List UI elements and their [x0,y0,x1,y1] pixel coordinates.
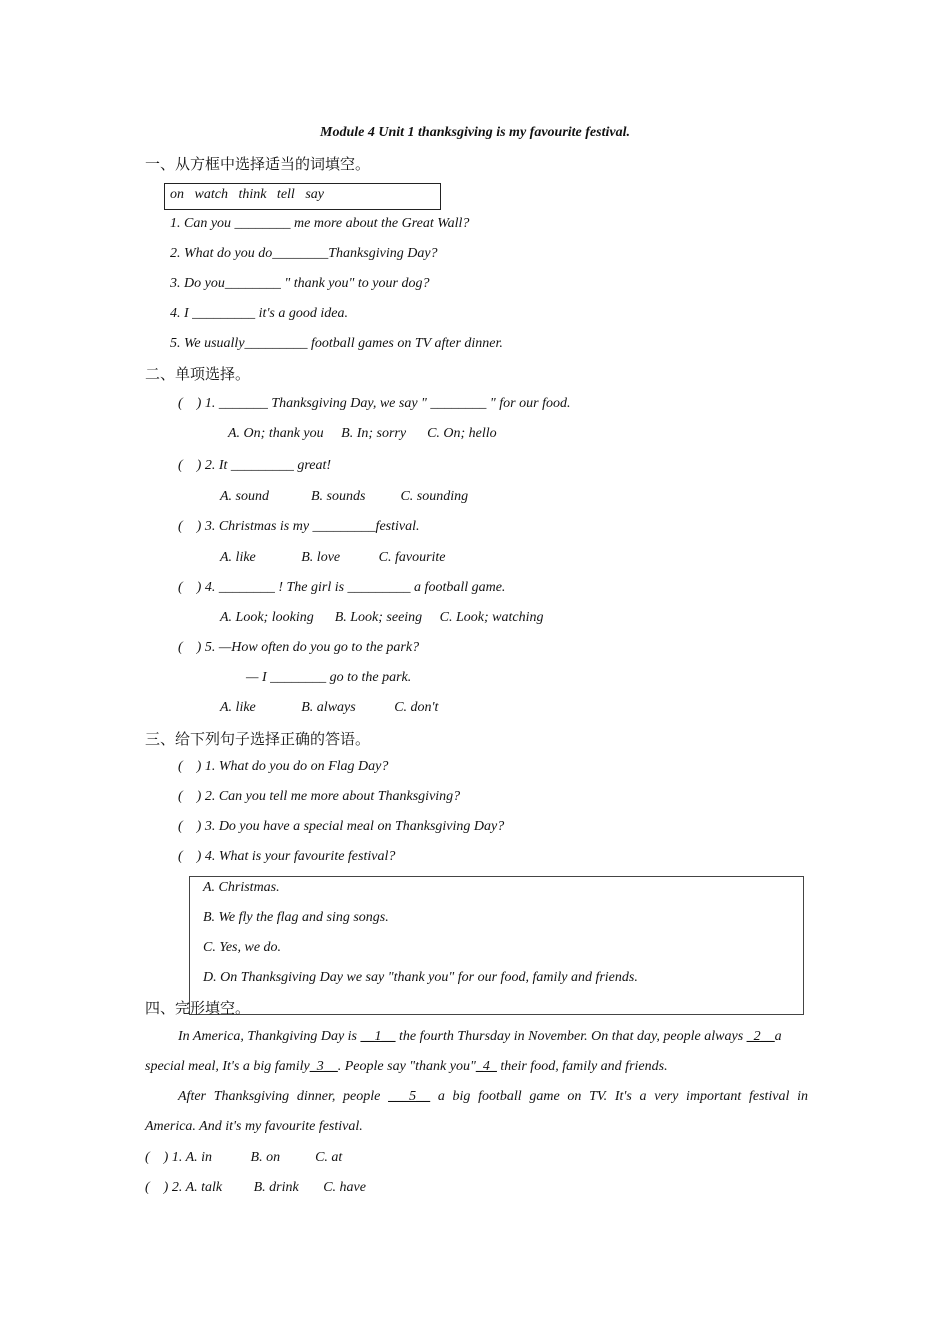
cloze-text-1b: the fourth Thursday in November. On that day, people always [399,1029,744,1044]
s3-answer-d: D. On Thanksgiving Day we say "thank you" for our food, family and friends. [203,970,638,985]
page-title: Module 4 Unit 1 thanksgiving is my favourite festival. [320,125,630,140]
s2-q1-stem: ( ) 1. _______ Thanksgiving Day, we say " ________ " for our food. [178,396,571,411]
s3-q1: ( ) 1. What do you do on Flag Day? [178,759,389,774]
s2-q2-stem: ( ) 2. It _________ great! [178,458,332,473]
s2-q4-stem: ( ) 4. ________ ! The girl is _________ a football game. [178,580,506,595]
cloze-line-1 [178,1028,808,1046]
s2-q1-options: A. On; thank you B. In; sorry C. On; hello [228,426,497,441]
cloze-text-1a: In America, Thankgiving Day is [178,1029,357,1044]
s1-item-2: 2. What do you do________Thanksgiving Day? [170,246,438,261]
cloze-blank-2: _2__ [746,1029,775,1044]
cloze-text-2c: their food, family and friends. [500,1059,668,1074]
s3-answer-a: A. Christmas. [203,880,280,895]
section1-heading: 一、从方框中选择适当的词填空。 [145,155,371,173]
cloze-text-3a: After Thanksgiving dinner, people [178,1089,381,1104]
s2-q3-stem: ( ) 3. Christmas is my _________festival. [178,519,420,534]
cloze-text-2b: . People say "thank you" [337,1059,476,1074]
s3-answer-b: B. We fly the flag and sing songs. [203,910,389,925]
s2-q3-options: A. like B. love C. favourite [220,550,446,565]
cloze-blank-5: ___5__ [388,1089,431,1104]
section2-heading: 二、单项选择。 [145,365,251,383]
s2-q4-options: A. Look; looking B. Look; seeing C. Look; watching [220,610,544,625]
s2-q2-options: A. sound B. sounds C. sounding [220,489,469,504]
cloze-text-1c: a [774,1029,782,1044]
cloze-blank-4: _4_ [475,1059,497,1074]
s2-q5-stem2: — I ________ go to the park. [246,670,412,685]
s3-answer-c: C. Yes, we do. [203,940,282,955]
answer-options-box [189,876,804,1015]
cloze-blank-3: _3__ [309,1059,338,1074]
s3-q3: ( ) 3. Do you have a special meal on Thanksgiving Day? [178,819,505,834]
cloze-text-2a: special meal, It's a big family [145,1059,310,1074]
s2-q5-options: A. like B. always C. don't [220,700,439,715]
cloze-line-2 [145,1058,668,1076]
cloze-line-4: America. And it's my favourite festival. [145,1119,363,1134]
s1-item-5: 5. We usually_________ football games on TV after dinner. [170,336,503,351]
cloze-line-3 [178,1088,808,1106]
s4-q1: ( ) 1. A. in B. on C. at [145,1150,343,1165]
s1-item-4: 4. I _________ it's a good idea. [170,306,348,321]
word-box-text: on watch think tell say [170,187,324,202]
s1-item-1: 1. Can you ________ me more about the Great Wall? [170,216,470,231]
section3-heading: 三、给下列句子选择正确的答语。 [145,730,371,748]
s3-q4: ( ) 4. What is your favourite festival? [178,849,396,864]
cloze-blank-1: __1__ [360,1029,396,1044]
s3-q2: ( ) 2. Can you tell me more about Thanksgiving? [178,789,461,804]
s1-item-3: 3. Do you________ " thank you" to your dog? [170,276,430,291]
s4-q2: ( ) 2. A. talk B. drink C. have [145,1180,366,1195]
cloze-text-3b: a big football game on TV. It's a very important festival in [437,1089,809,1104]
section4-heading: 四、完形填空。 [145,999,251,1017]
s2-q5-stem: ( ) 5. —How often do you go to the park? [178,640,420,655]
